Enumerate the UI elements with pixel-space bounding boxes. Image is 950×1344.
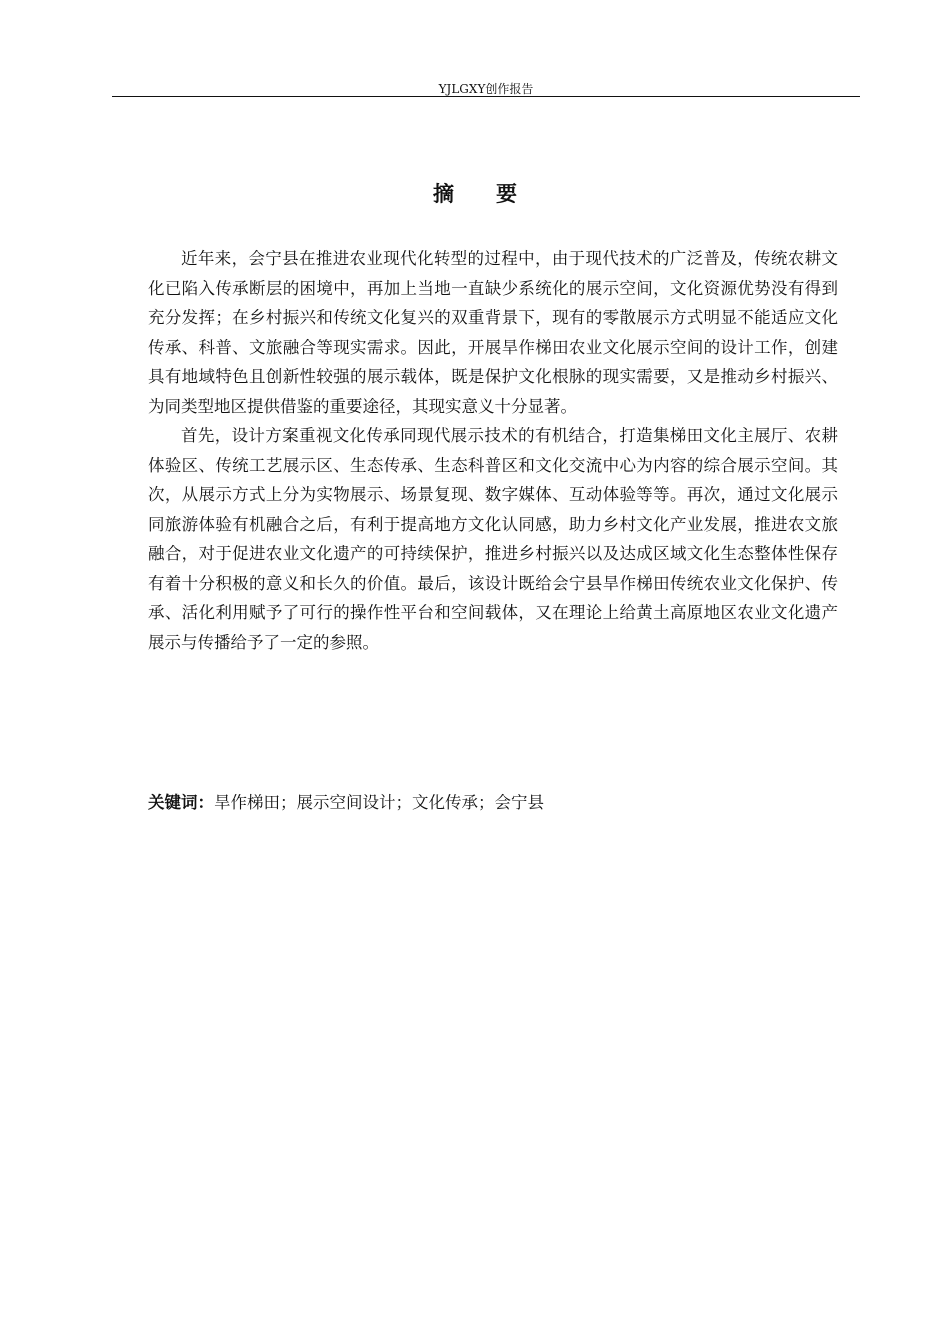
keywords-label: 关键词： [148,793,214,812]
page-header [112,78,860,97]
abstract-paragraph-2: 首先，设计方案重视文化传承同现代展示技术的有机结合，打造集梯田文化主展厅、农耕体验区、传统工艺展示区、生态传承、生态科普区和文化交流中心为内容的综合展示空间。其次，从展示方式上分为实物展示、场景复现、数字媒体、互动体验等等。再次，通过文化展示同旅游体验有机融合之后，有利于提高地方文化认同感，助力乡村文化产业发展，推进农文旅融合，对于促进农业文化遗产的可持续保护，推进乡村振兴以及达成区域文化生态整体性保存有着十分积极的意义和长久的价值。最后，该设计既给会宁县旱作梯田传统农业文化保护、传承、活化利用赋予了可行的操作性平台和空间载体，又在理论上给黄土高原地区农业文化遗产展示与传播给予了一定的参照。 [148,426,838,652]
abstract-paragraph-1: 近年来，会宁县在推进农业现代化转型的过程中，由于现代技术的广泛普及，传统农耕文化已陷入传承断层的困境中，再加上当地一直缺少系统化的展示空间，文化资源优势没有得到充分发挥；在乡村振兴和传统文化复兴的双重背景下，现有的零散展示方式明显不能适应文化传承、科普、文旅融合等现实需求。因此，开展旱作梯田农业文化展示空间的设计工作，创建具有地域特色且创新性较强的展示载体，既是保护文化根脉的现实需要，又是推动乡村振兴、为同类型地区提供借鉴的重要途径，其现实意义十分显著。 [148,249,838,416]
keywords-value: 旱作梯田；展示空间设计；文化传承；会宁县 [214,793,544,812]
keywords-line [148,788,838,818]
header-text: YJLGXY创作报告 [438,82,534,96]
abstract-body [148,244,838,657]
abstract-title: 摘要 [433,182,559,206]
